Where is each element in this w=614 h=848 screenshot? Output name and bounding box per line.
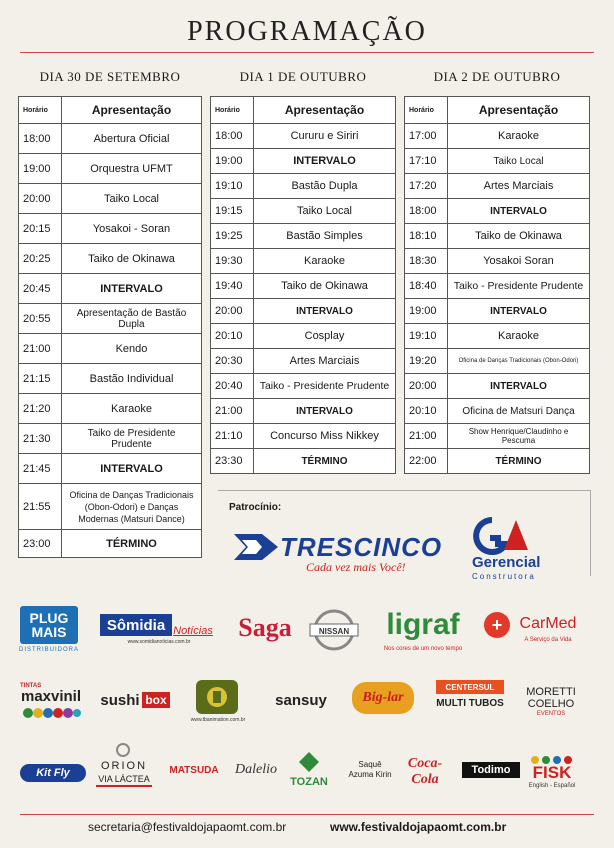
row-time: 18:00 (211, 124, 254, 149)
row-time: 23:30 (211, 449, 254, 474)
row-time: 20:40 (211, 374, 254, 399)
moretti-logo: MORETTI (526, 686, 576, 698)
row-event: Artes Marciais (448, 174, 590, 199)
schedule-table-day-2 (210, 96, 396, 474)
somidia-logo: Sômidia (100, 614, 172, 636)
somidia-url: www.somidianoticias.com.br (127, 639, 191, 645)
schedule-table-day-3 (404, 96, 590, 474)
dalelio-logo: Dalelio (235, 762, 277, 777)
row-event: Orquestra UFMT (62, 154, 202, 184)
row-event: Bastão Dupla (254, 174, 396, 199)
footer-website[interactable]: www.festivaldojapaomt.com.br (330, 820, 507, 834)
row-event: Kendo (62, 334, 202, 364)
row-event: Yosakoi Soran (448, 249, 590, 274)
row-event: TÉRMINO (62, 530, 202, 558)
row-time: 21:15 (19, 364, 62, 394)
row-time: 19:10 (211, 174, 254, 199)
somidia-noticias: Notícias (173, 625, 213, 637)
orion-logo: ORION (100, 760, 148, 772)
row-event: Taiko Local (62, 184, 202, 214)
sapporo-logo: Saquê Azuma Kirin (348, 760, 392, 779)
row-event: Taiko - Presidente Prudente (448, 274, 590, 299)
row-time: 20:15 (19, 214, 62, 244)
carmed-sub: A Serviço da Vida (524, 637, 572, 643)
trescinco-slogan: Cada vez mais Você! (306, 560, 406, 574)
row-time: 19:30 (211, 249, 254, 274)
row-time: 20:00 (19, 184, 62, 214)
row-time: 18:40 (405, 274, 448, 299)
header-time: Horário (405, 97, 448, 124)
trescinco-logo (232, 530, 443, 574)
row-event: Cururu e Siriri (254, 124, 396, 149)
row-event: Bastão Individual (62, 364, 202, 394)
nissan-name: NISSAN (318, 626, 350, 636)
trescinco-arrow-icon (232, 530, 280, 564)
row-time: 19:15 (211, 199, 254, 224)
day-header-2: DIA 1 DE OUTUBRO (239, 69, 367, 84)
row-event: TÉRMINO (448, 449, 590, 474)
moretti-sub: EVENTOS (536, 711, 566, 717)
row-time: 20:55 (19, 304, 62, 334)
gerencial-name: Gerencial (472, 554, 541, 571)
row-event: Karaoke (62, 394, 202, 424)
row-event: Yosakoi - Soran (62, 214, 202, 244)
fisk-logo: FISK (532, 763, 572, 782)
row-time: 20:10 (405, 399, 448, 424)
trescinco-name: TRESCINCO (280, 532, 443, 562)
row-time: 18:10 (405, 224, 448, 249)
row-event: Oficina de Matsuri Dança (448, 399, 590, 424)
row-event: Taiko de Okinawa (254, 274, 396, 299)
sponsor-label: Patrocínio: (229, 502, 282, 513)
row-event: Taiko Local (254, 199, 396, 224)
schedule-table-day-1 (18, 96, 202, 558)
row-time: 19:40 (211, 274, 254, 299)
row-event: Taiko de Presidente Prudente (62, 424, 202, 454)
row-event: INTERVALO (62, 454, 202, 484)
row-time: 19:20 (405, 349, 448, 374)
row-time: 18:30 (405, 249, 448, 274)
row-time: 19:25 (211, 224, 254, 249)
row-time: 20:10 (211, 324, 254, 349)
footer-divider (20, 814, 594, 815)
tbanimation-url: www.tbanimation.com.br (190, 717, 246, 723)
row-event: INTERVALO (254, 299, 396, 324)
sushibox-logo: sushi (100, 691, 140, 709)
maxvinil-top: TINTAS (20, 683, 42, 689)
kitfly-logo: Kit Fly (20, 764, 86, 782)
coelho-logo: COELHO (527, 698, 575, 710)
row-event: INTERVALO (254, 399, 396, 424)
ligraf-logo: ligraf (386, 608, 460, 641)
plugmais-sub: DISTRIBUIDORA (19, 647, 80, 653)
row-event: INTERVALO (254, 149, 396, 174)
gerencial-mark-icon (470, 516, 530, 556)
title-divider (20, 52, 594, 53)
row-event: Artes Marciais (254, 349, 396, 374)
day-header-1: DIA 30 DE SETEMBRO (39, 69, 181, 84)
row-time: 20:45 (19, 274, 62, 304)
row-event: Apresentação de Bastão Dupla (62, 304, 202, 334)
row-time: 21:10 (211, 424, 254, 449)
header-event: Apresentação (254, 97, 396, 124)
row-time: 21:55 (19, 484, 62, 530)
row-time: 23:00 (19, 530, 62, 558)
row-time: 21:20 (19, 394, 62, 424)
row-event: Karaoke (448, 124, 590, 149)
row-event: Karaoke (448, 324, 590, 349)
row-time: 19:00 (405, 299, 448, 324)
row-event: Taiko - Presidente Prudente (254, 374, 396, 399)
row-time: 18:00 (405, 199, 448, 224)
tozan-emblem-icon (296, 750, 322, 774)
todimo-logo: Todimo (462, 762, 520, 778)
orion-sub: VIA LÁCTEA (96, 773, 152, 787)
header-event: Apresentação (448, 97, 590, 124)
row-event: Show Henrique/Claudinho e Pescuma (448, 424, 590, 449)
row-event: TÉRMINO (254, 449, 396, 474)
row-event: Bastão Simples (254, 224, 396, 249)
row-event: Taiko Local (448, 149, 590, 174)
multitubos-logo: MULTI TUBOS (436, 697, 504, 709)
row-event: Taiko de Okinawa (62, 244, 202, 274)
carmed-cross-icon: + (484, 612, 510, 638)
tozan-logo: TOZAN (290, 776, 328, 788)
row-event: Oficina de Danças Tradicionais (Obon-Odori) (448, 349, 590, 374)
plugmais-logo: PLUG MAIS (20, 606, 78, 644)
row-time: 21:00 (211, 399, 254, 424)
footer-email[interactable]: secretaria@festivaldojapaomt.com.br (88, 820, 287, 834)
saga-logo: Saga (238, 613, 292, 642)
row-time: 21:30 (19, 424, 62, 454)
row-time: 21:00 (19, 334, 62, 364)
sushibox-box: box (142, 692, 170, 708)
sansuy-logo: sansuy (275, 691, 327, 709)
row-time: 22:00 (405, 449, 448, 474)
row-time: 17:20 (405, 174, 448, 199)
day-header-3: DIA 2 DE OUTUBRO (433, 69, 561, 84)
row-time: 20:00 (405, 374, 448, 399)
maxvinil-logo: maxvinil (20, 687, 82, 705)
row-time: 21:00 (405, 424, 448, 449)
tbanimation-logo-icon (196, 680, 238, 714)
row-time: 20:00 (211, 299, 254, 324)
maxvinil-dots-icon (22, 706, 82, 725)
gerencial-sub: Construtora (472, 572, 536, 581)
matsuda-logo: MATSUDA (169, 764, 219, 776)
header-event: Apresentação (62, 97, 202, 124)
fisk-sub: English - Español (528, 783, 576, 789)
row-time: 20:25 (19, 244, 62, 274)
carmed-logo: CarMed (519, 615, 577, 632)
row-event: INTERVALO (448, 299, 590, 324)
row-event: Karaoke (254, 249, 396, 274)
orion-emblem-icon (110, 742, 136, 758)
row-time: 21:45 (19, 454, 62, 484)
row-event: INTERVALO (62, 274, 202, 304)
biglar-logo: Big-lar (352, 682, 414, 714)
header-time: Horário (19, 97, 62, 124)
gerencial-logo (470, 516, 555, 581)
row-time: 19:00 (211, 149, 254, 174)
header-time: Horário (211, 97, 254, 124)
row-time: 19:00 (19, 154, 62, 184)
row-event: Taiko de Okinawa (448, 224, 590, 249)
row-time: 18:00 (19, 124, 62, 154)
multitubos-top: CENTERSUL (436, 680, 504, 694)
row-time: 20:30 (211, 349, 254, 374)
row-time: 17:10 (405, 149, 448, 174)
row-event: Concurso Miss Nikkey (254, 424, 396, 449)
row-event: Oficina de Danças Tradicionais (Obon-Odori) e Danças Modernas (Matsuri Dance) (62, 484, 202, 530)
row-event: INTERVALO (448, 199, 590, 224)
row-time: 19:10 (405, 324, 448, 349)
page-title: PROGRAMAÇÃO (187, 16, 427, 47)
row-event: Abertura Oficial (62, 124, 202, 154)
ligraf-sub: Nos cores de um novo tempo (383, 646, 463, 652)
cocacola-logo: Coca-Cola (407, 756, 443, 787)
row-event: Cosplay (254, 324, 396, 349)
row-time: 17:00 (405, 124, 448, 149)
row-event: INTERVALO (448, 374, 590, 399)
